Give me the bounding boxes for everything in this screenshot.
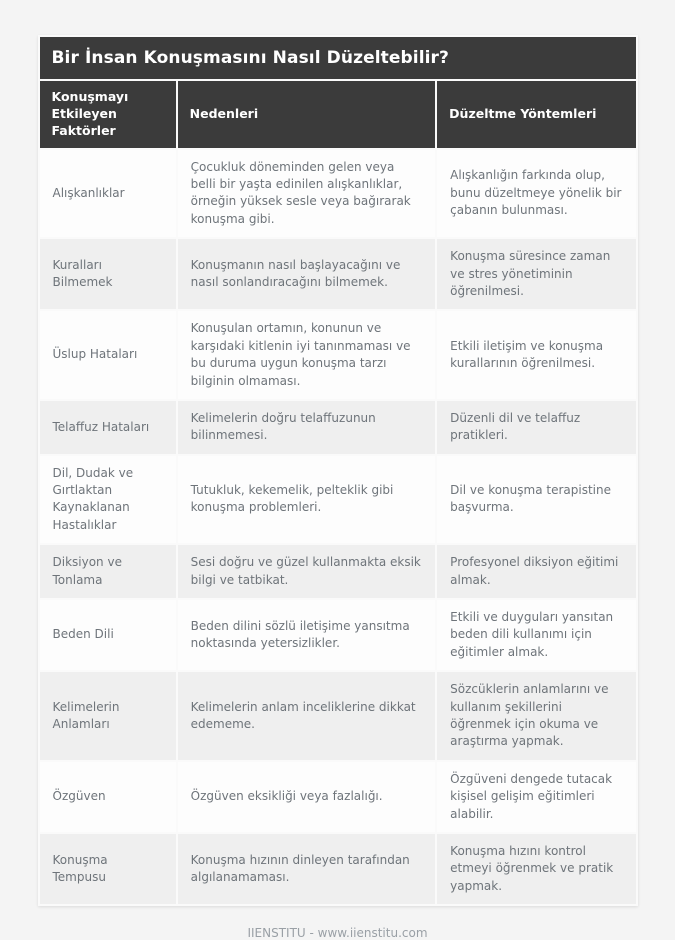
page-title: Bir İnsan Konuşmasını Nasıl Düzeltebilir?	[40, 37, 636, 79]
cause-cell: Kelimelerin anlam inceliklerine dikkat edememe.	[178, 672, 436, 760]
fix-cell: Etkili iletişim ve konuşma kurallarının öğrenilmesi.	[437, 311, 635, 399]
footer	[38, 926, 638, 940]
fix-cell: Etkili ve duyguları yansıtan beden dili kullanımı için eğitimler almak.	[437, 600, 635, 670]
factor-cell: Özgüven	[40, 762, 176, 832]
cause-cell: Özgüven eksikliği veya fazlalığı.	[178, 762, 436, 832]
table-row	[40, 239, 636, 309]
cause-cell: Beden dilini sözlü iletişime yansıtma noktasında yetersizlikler.	[178, 600, 436, 670]
factor-cell: Beden Dili	[40, 600, 176, 670]
table-row	[40, 762, 636, 832]
column-header-fixes: Düzeltme Yöntemleri	[437, 81, 635, 148]
table-row	[40, 311, 636, 399]
table-row	[40, 834, 636, 904]
table-row	[40, 150, 636, 238]
page-canvas	[0, 35, 675, 940]
speech-correction-table	[38, 35, 638, 906]
factor-cell: Diksiyon ve Tonlama	[40, 545, 176, 598]
header-row	[40, 81, 636, 148]
table-card	[38, 35, 638, 940]
table-row	[40, 456, 636, 544]
fix-cell: Alışkanlığın farkında olup, bunu düzeltmeye yönelik bir çabanın bulunması.	[437, 150, 635, 238]
factor-cell: Kelimelerin Anlamları	[40, 672, 176, 760]
fix-cell: Dil ve konuşma terapistine başvurma.	[437, 456, 635, 544]
cause-cell: Kelimelerin doğru telaffuzunun bilinmemesi.	[178, 401, 436, 454]
factor-cell: Kuralları Bilmemek	[40, 239, 176, 309]
title-row	[40, 37, 636, 79]
cause-cell: Konuşmanın nasıl başlayacağını ve nasıl sonlandıracağını bilmemek.	[178, 239, 436, 309]
fix-cell: Konuşma hızını kontrol etmeyi öğrenmek ve pratik yapmak.	[437, 834, 635, 904]
table-row	[40, 401, 636, 454]
fix-cell: Sözcüklerin anlamlarını ve kullanım şekillerini öğrenmek için okuma ve araştırma yapmak.	[437, 672, 635, 760]
cause-cell: Sesi doğru ve güzel kullanmakta eksik bilgi ve tatbikat.	[178, 545, 436, 598]
column-header-causes: Nedenleri	[178, 81, 436, 148]
factor-cell: Üslup Hataları	[40, 311, 176, 399]
cause-cell: Konuşma hızının dinleyen tarafından algılanamaması.	[178, 834, 436, 904]
fix-cell: Özgüveni dengede tutacak kişisel gelişim eğitimleri alabilir.	[437, 762, 635, 832]
fix-cell: Profesyonel diksiyon eğitimi almak.	[437, 545, 635, 598]
footer-link[interactable]: IIENSTITU - www.iienstitu.com	[247, 926, 428, 940]
table-row	[40, 672, 636, 760]
fix-cell: Konuşma süresince zaman ve stres yönetiminin öğrenilmesi.	[437, 239, 635, 309]
factor-cell: Konuşma Tempusu	[40, 834, 176, 904]
factor-cell: Telaffuz Hataları	[40, 401, 176, 454]
fix-cell: Düzenli dil ve telaffuz pratikleri.	[437, 401, 635, 454]
cause-cell: Tutukluk, kekemelik, pelteklik gibi konuşma problemleri.	[178, 456, 436, 544]
factor-cell: Dil, Dudak ve Gırtlaktan Kaynaklanan Hastalıklar	[40, 456, 176, 544]
cause-cell: Çocukluk döneminden gelen veya belli bir yaşta edinilen alışkanlıklar, örneğin yüksek sesle veya bağırarak konuşma gibi.	[178, 150, 436, 238]
table-row	[40, 545, 636, 598]
column-header-factors: Konuşmayı Etkileyen Faktörler	[40, 81, 176, 148]
factor-cell: Alışkanlıklar	[40, 150, 176, 238]
cause-cell: Konuşulan ortamın, konunun ve karşıdaki kitlenin iyi tanınmaması ve bu duruma uygun konuşma tarzı bilginin olmaması.	[178, 311, 436, 399]
table-row	[40, 600, 636, 670]
